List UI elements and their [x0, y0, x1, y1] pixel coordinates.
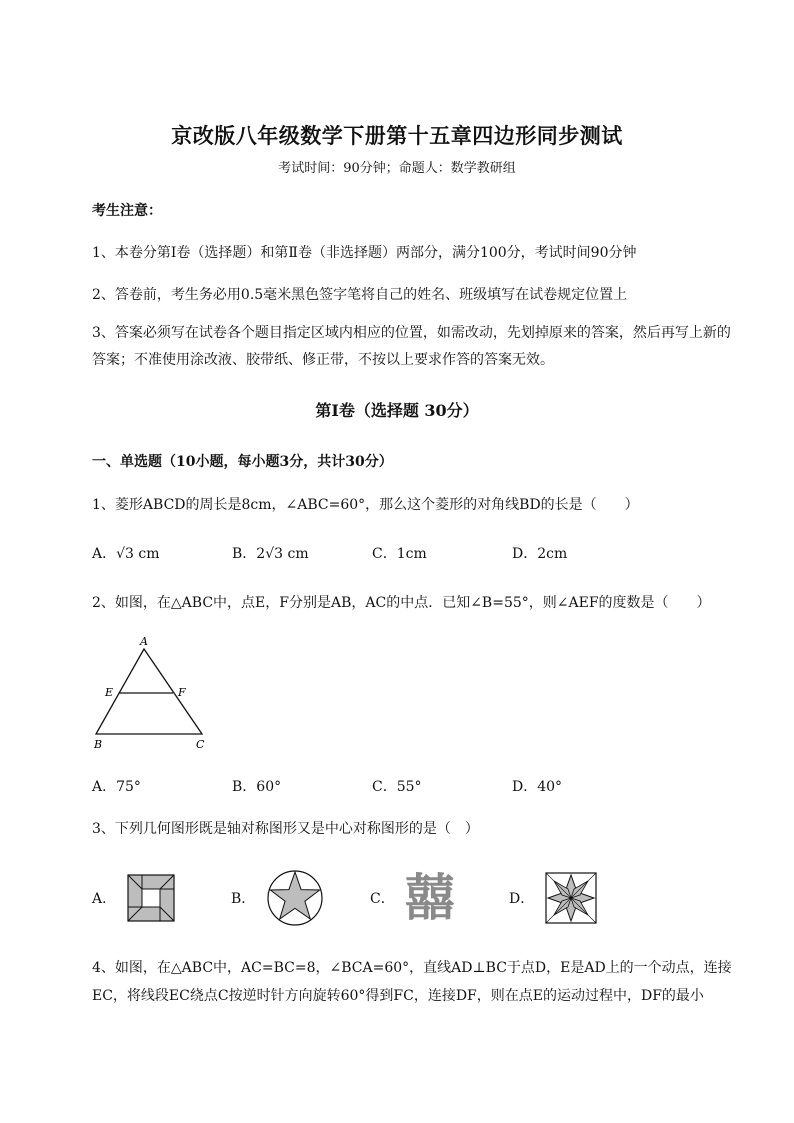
- q3-option-b[interactable]: [231, 868, 325, 928]
- note-item-1: 1、本卷分第I卷（选择题）和第Ⅱ卷（非选择题）两部分，满分100分，考试时间90分钟: [92, 245, 637, 261]
- page-title: 京改版八年级数学下册第十五章四边形同步测试: [171, 123, 623, 148]
- q1-option-d[interactable]: D．2cm: [512, 546, 568, 562]
- q3-option-c[interactable]: [370, 868, 455, 928]
- question-4-stem: 4、如图，在△ABC中，AC=BC=8，∠BCA=60°，直线AD⊥BC于点D，E是AD上的一个动点，连接EC，将线段EC绕点C按逆时针方向旋转60°得到FC，连接DF，则在点E的运动过程中，DF的最小: [92, 960, 732, 1004]
- q3-option-d-label: D．: [509, 891, 535, 907]
- q2-option-c[interactable]: C．55°: [372, 779, 422, 795]
- q1-option-a[interactable]: A．√3 cm: [92, 546, 160, 562]
- q2-option-b[interactable]: B．60°: [232, 779, 282, 795]
- question-3-stem: 3、下列几何图形既是轴对称图形又是中心对称图形的是（ ）: [92, 821, 479, 837]
- note-item-2: 2、答卷前，考生务必用0.5毫米黑色签字笔将自己的姓名、班级填写在试卷规定位置上: [92, 287, 628, 303]
- note-item-3: 3、答案必须写在试卷各个题目指定区域内相应的位置，如需改动，先划掉原来的答案，然后再写上新的答案；不准使用涂改液、胶带纸、修正带，不按以上要求作答的答案无效。: [92, 325, 731, 368]
- double-happiness-icon: 囍: [404, 869, 455, 927]
- q1-option-b[interactable]: B．2√3 cm: [232, 546, 309, 562]
- question-3-options: [92, 868, 692, 928]
- question-1-stem: 1、菱形ABCD的周长是8cm，∠ABC=60°，那么这个菱形的对角线BD的长是（ ）: [92, 497, 639, 513]
- section-title: 第I卷（选择题 30分）: [315, 401, 479, 420]
- star-in-circle-icon: [265, 868, 325, 928]
- triangle-figure: [88, 633, 218, 753]
- label-f: F: [178, 686, 186, 699]
- label-c: C: [196, 738, 205, 751]
- part-heading: 一、单选题（10小题，每小题3分，共计30分）: [92, 454, 393, 470]
- pinwheel-square-icon: [126, 873, 176, 923]
- star-square-pattern-icon: [544, 871, 598, 925]
- notes-heading: 考生注意：: [92, 203, 162, 219]
- question-1-options: [92, 543, 702, 563]
- q3-option-a[interactable]: [92, 868, 176, 928]
- question-2-stem: 2、如图，在△ABC中，点E，F分别是AB，AC的中点．已知∠B=55°，则∠AEF的度数是（ ）: [92, 595, 711, 611]
- q1-option-c[interactable]: C．1cm: [372, 546, 427, 562]
- label-e: E: [105, 686, 114, 699]
- question-2-options: [92, 776, 702, 796]
- q2-option-a[interactable]: A．75°: [92, 779, 141, 795]
- q2-option-d[interactable]: D．40°: [512, 779, 563, 795]
- q3-option-b-label: B．: [231, 891, 256, 907]
- label-a: A: [140, 635, 148, 648]
- exam-info: 考试时间：90分钟；命题人：数学教研组: [278, 161, 516, 176]
- q3-option-a-label: A．: [92, 891, 117, 907]
- q3-option-c-label: C．: [370, 891, 395, 907]
- q3-option-d[interactable]: [509, 868, 598, 928]
- label-b: B: [94, 738, 103, 751]
